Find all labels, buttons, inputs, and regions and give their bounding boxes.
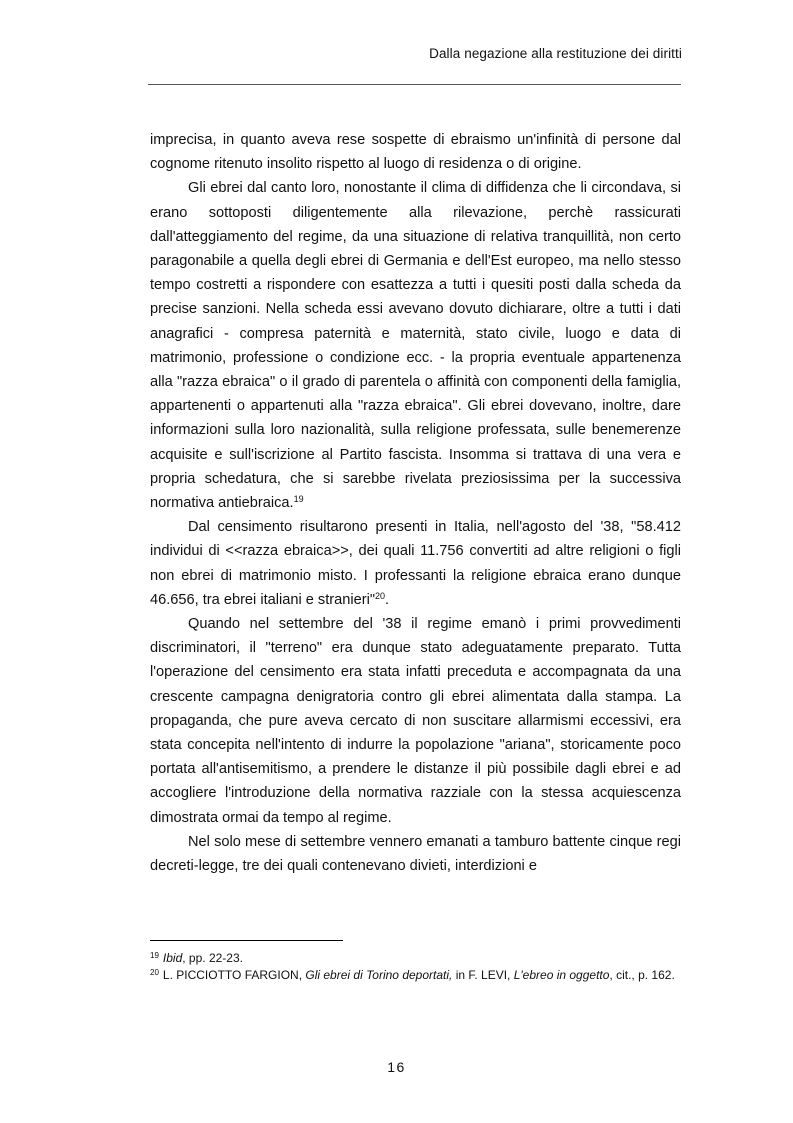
footnote-20 [150, 967, 681, 984]
paragraph-3-text: Dal censimento risultarono presenti in Italia, nell'agosto del '38, "58.412 individui di <<razza ebraica>>, dei quali 11.756 convertiti ad altre religioni o figli non ebrei di matrimonio misto. I professanti la religione ebraica erano dunque 46.656, tra ebrei italiani e stranieri" [150, 519, 681, 608]
paragraph-3-end: . [385, 591, 390, 608]
running-header: Dalla negazione alla restituzione dei diritti [429, 46, 682, 61]
footnotes [150, 950, 681, 983]
paragraph-2-text: Gli ebrei dal canto loro, nonostante il clima di diffidenza che li circondava, si erano sottoposti diligentemente alla rilevazione, perchè rassicurati dall'atteggiamento del regime, da una situazione di relativa tranquillità, non certo paragonabile a quella degli ebrei di Germania e dell'Est europeo, ma nello stesso tempo costretti a rispondere con esattezza a tutti i quesiti posti dalla scheda da precise sanzioni. Nella scheda essi avevano dovuto dichiarare, oltre a tutti i dati anagrafici - compresa paternità e maternità, stato civile, luogo e data di matrimonio, professione o condizione ecc. - la propria eventuale appartenenza alla "razza ebraica" o il grado di parentela o affinità con componenti della famiglia, appartenenti o appartenuti alla "razza ebraica". Gli ebrei dovevano, inoltre, dare informazioni sulla loro nazionalità, sulla religione professata, sulle benemerenze acquisite e sull'iscrizione al Partito fascista. Insomma si trattava di una vera e propria schedatura, che si sarebbe rivelata preziosissima per la successiva normativa antiebraica. [150, 180, 681, 512]
footnote-divider [150, 940, 343, 941]
paragraph-5 [150, 830, 681, 878]
paragraph-4 [150, 612, 681, 830]
paragraph-3 [150, 515, 681, 612]
header-divider [148, 84, 681, 85]
footnote-number: 20 [150, 967, 159, 977]
footnote-19 [150, 950, 681, 967]
paragraph-1-text: imprecisa, in quanto aveva rese sospette di ebraismo un'infinità di persone dal cognome ritenuto insolito rispetto al luogo di residenza o di origine. [150, 132, 681, 173]
footnote-author: L. PICCIOTTO FARGION, [162, 967, 306, 982]
footnote-end: , cit., p. 162. [609, 967, 675, 982]
footnote-pages: , pp. 22-23. [182, 951, 243, 965]
footnote-number: 19 [150, 951, 159, 960]
footnote-title: Gli ebrei di Torino deportati, [305, 967, 453, 982]
paragraph-1 [150, 128, 681, 176]
paragraph-4-text: Quando nel settembre del '38 il regime emanò i primi provvedimenti discriminatori, il "terreno" era dunque stato adeguatamente preparato. Tutta l'operazione del censimento era stata infatti preceduta e accompagnata da una crescente campagna denigratoria contro gli ebrei alimentata dalla stampa. La propaganda, che pure aveva cercato di non suscitare allarmismi eccessivi, era stata concepita nell'intento di indurre la popolazione "ariana", storicamente poco portata all'antisemitismo, a prendere le distanze il più possibile dagli ebrei e ad accogliere l'introduzione della normativa razziale con la stessa acquiescenza dimostrata ormai da tempo al regime. [150, 616, 681, 826]
page-number: 16 [387, 1059, 406, 1075]
body-text [150, 128, 681, 878]
footnote-middle: in F. LEVI, [452, 967, 514, 982]
footnote-ref-19[interactable]: 19 [293, 494, 304, 505]
paragraph-2 [150, 176, 681, 515]
footnote-source: Ibid [162, 951, 183, 965]
footnote-ref-20[interactable]: 20 [375, 590, 386, 601]
footnote-title-2: L'ebreo in oggetto [513, 967, 610, 982]
paragraph-5-text: Nel solo mese di settembre vennero emanati a tamburo battente cinque regi decreti-legge, tre dei quali contenevano divieti, interdizioni e [150, 833, 681, 875]
